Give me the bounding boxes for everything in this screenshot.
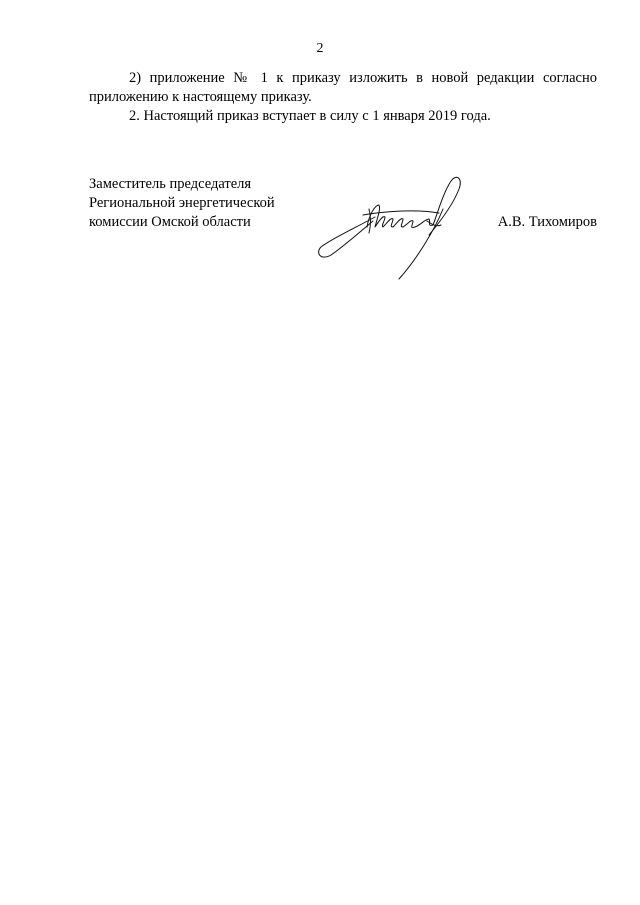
document-body	[89, 69, 597, 126]
signer-position-line1: Заместитель председателя	[89, 176, 252, 192]
paragraph-item-2-line2: приложению к настоящему приказу.	[89, 89, 312, 105]
signer-position-line2: Региональной энергетической	[89, 195, 275, 211]
paragraph-item-2-line1: 2) приложение № 1 к приказу изложить в новой редакции согласно	[129, 70, 597, 86]
signer-position-line3: комиссии Омской области	[89, 214, 251, 230]
signer-name: А.В. Тихомиров	[497, 214, 597, 230]
handwritten-signature-icon	[317, 175, 467, 285]
paragraph-item-2	[89, 69, 597, 88]
page-number: 2	[316, 41, 324, 56]
signature-block	[89, 175, 597, 285]
paragraph-item-2-continuation	[89, 88, 597, 107]
paragraph-item-3-text: 2. Настоящий приказ вступает в силу с 1 января 2019 года.	[129, 108, 491, 124]
signer-position	[89, 175, 309, 232]
paragraph-item-3	[89, 107, 597, 126]
